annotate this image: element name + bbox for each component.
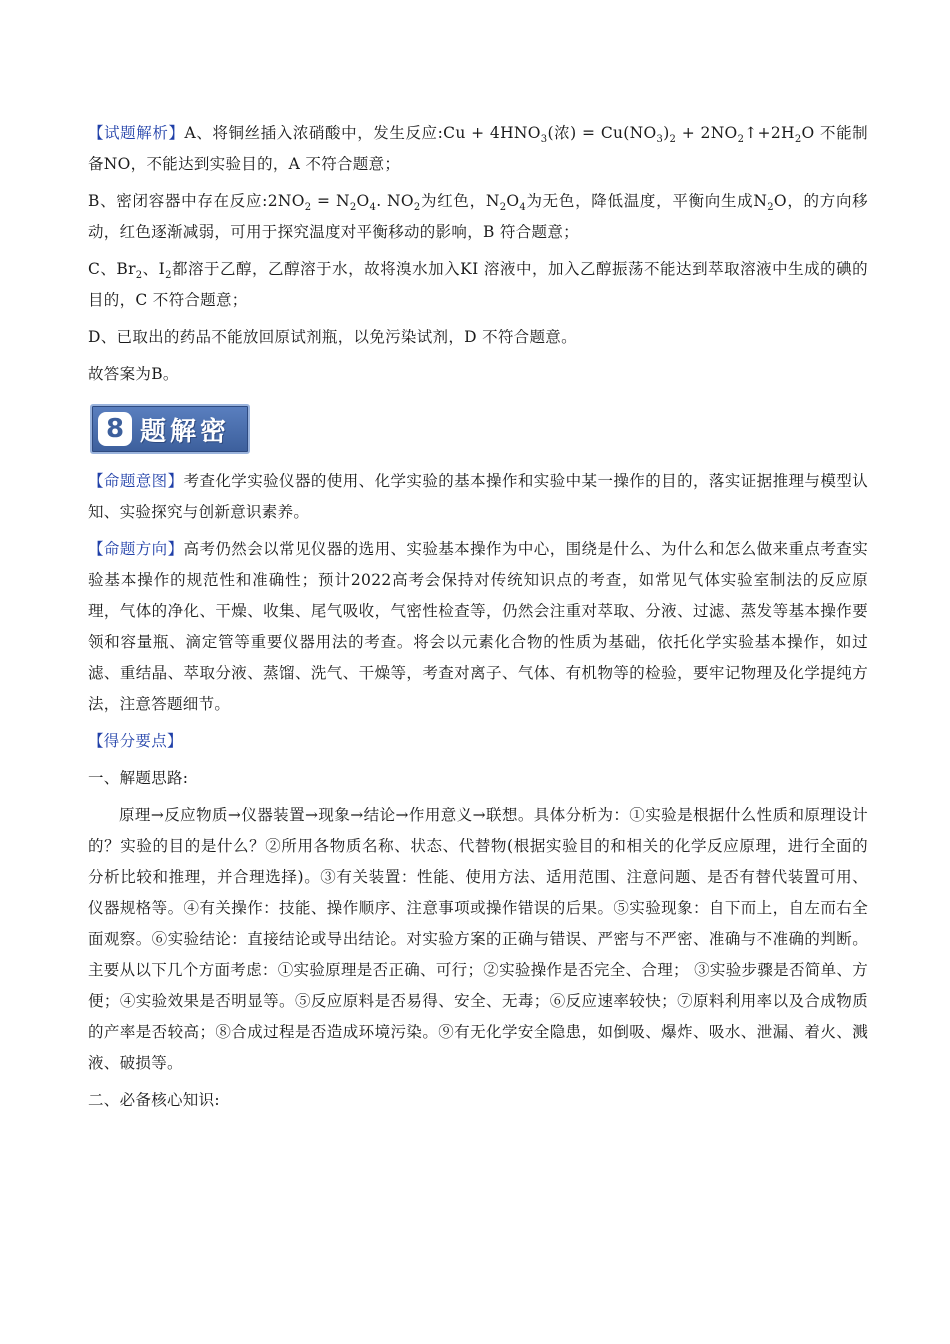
subscript: 2 [499, 202, 507, 213]
analysis-b-text: = N [311, 192, 350, 210]
subscript: 2 [767, 202, 774, 213]
direction-text: 高考仍然会以常见仪器的选用、实验基本操作为中心，围绕是什么、为什么和怎么做来重点考查实验基本操作的规范性和准确性；预计2022高考会保持对传统知识点的考查，如常见气体实验室制法的反应原理，气体的净化、干燥、收集、尾气吸收，气密性检查等，仍然会注重对萃取、分液、过滤、蒸发等基本操作要领和容量瓶、滴定管等重要仪器用法的考查。将会以元素化合物的性质为基础，依托化学实验基本操作，如过滤、重结晶、萃取分液、蒸馏、洗气、干燥等，考查对离子、气体、有机物等的检验，要牢记物理及化学提纯方法，注意答题细节。 [88, 540, 868, 713]
analysis-a-text: ↑+2H [744, 124, 795, 142]
subscript: 3 [656, 134, 664, 145]
analysis-paragraph-c [88, 254, 868, 316]
intent-paragraph [88, 466, 868, 528]
subscript: 2 [304, 202, 312, 213]
subscript: 4 [519, 202, 527, 213]
section-heading-2: 二、必备核心知识: [88, 1091, 220, 1109]
intent-text: 考查化学实验仪器的使用、化学实验的基本操作和实验中某一操作的目的，落实证据推理与模型认知、实验探究与创新意识素养。 [88, 472, 868, 521]
subscript: 2 [165, 270, 172, 281]
analysis-paragraph-a [88, 118, 868, 180]
section-heading-1: 一、解题思路: [88, 769, 189, 787]
points-label-line [88, 726, 868, 757]
analysis-b-text: B、密闭容器中存在反应:2NO [88, 192, 305, 210]
decode-banner [90, 404, 250, 454]
analysis-a-text: + 2NO [676, 124, 738, 142]
analysis-b-text: O [356, 192, 370, 210]
analysis-paragraph-d: D、已取出的药品不能放回原试剂瓶，以免污染试剂，D 不符合题意。 [88, 328, 577, 346]
number-badge-icon: 8 [98, 412, 132, 446]
banner-title: 题解密 [140, 416, 231, 447]
analysis-label: 【试题解析】 [88, 124, 185, 142]
analysis-b-text: 为无色，降低温度，平衡向生成N [526, 192, 768, 210]
subscript: 4 [369, 202, 377, 213]
document-page [88, 118, 868, 1116]
analysis-c-text: C、Br [88, 260, 136, 278]
analysis-b-text: . NO [376, 192, 414, 210]
points-body: 原理→反应物质→仪器装置→现象→结论→作用意义→联想。具体分析为：①实验是根据什么性质和原理设计的？实验的目的是什么？②所用各物质名称、状态、代替物(根据实验目的和相关的化学反应原理，进行全面的分析比较和推理，并合理选择)。③有关装置：性能、使用方法、适用范围、注意问题、是否有替代装置可用、仪器规格等。④有关操作：技能、操作顺序、注意事项或操作错误的后果。⑤实验现象：自下而上，自左而右全面观察。⑥实验结论：直接结论或导出结论。对实验方案的正确与错误、严密与不严密、准确与不准确的判断。主要从以下几个方面考虑：①实验原理是否正确、可行；②实验操作是否完全、合理； ③实验步骤是否简单、方便；④实验效果是否明显等。⑤反应原料是否易得、安全、无毒；⑥反应速率较快；⑦原料利用率以及合成物质的产率是否较高；⑧合成过程是否造成环境污染。⑨有无化学安全隐患，如倒吸、爆炸、吸水、泄漏、着火、溅液、破损等。 [88, 806, 868, 1072]
direction-label: 【命题方向】 [88, 540, 184, 558]
subscript: 2 [794, 134, 802, 145]
analysis-a-text: (浓) = Cu(NO [547, 124, 657, 142]
answer-line: 故答案为B。 [88, 365, 179, 383]
analysis-c-text: 都溶于乙醇，乙醇溶于水，故将溴水加入KI 溶液中，加入乙醇振荡不能达到萃取溶液中生成的碘的目的，C 不符合题意； [88, 260, 868, 309]
subscript: 2 [669, 134, 677, 145]
subscript: 2 [737, 134, 745, 145]
subscript: 2 [349, 202, 357, 213]
points-label: 【得分要点】 [88, 732, 183, 750]
direction-paragraph [88, 534, 868, 720]
analysis-a-text: O 不能制备NO，不能达到实验目的，A 不符合题意； [88, 124, 868, 173]
subscript: 2 [135, 270, 143, 281]
analysis-paragraph-b [88, 186, 868, 248]
analysis-a-text: ) [663, 124, 670, 142]
intent-label: 【命题意图】 [88, 472, 184, 490]
analysis-b-text: 为红色，N [420, 192, 500, 210]
subscript: 2 [413, 202, 421, 213]
subscript: 3 [540, 134, 548, 145]
analysis-b-text: O [506, 192, 520, 210]
analysis-a-text: A、将铜丝插入浓硝酸中，发生反应:Cu + 4HNO [184, 124, 541, 142]
analysis-c-text: 、I [142, 260, 166, 278]
analysis-b-text: O，的方向移动，红色逐渐减弱，可用于探究温度对平衡移动的影响，B 符合题意； [88, 192, 868, 241]
